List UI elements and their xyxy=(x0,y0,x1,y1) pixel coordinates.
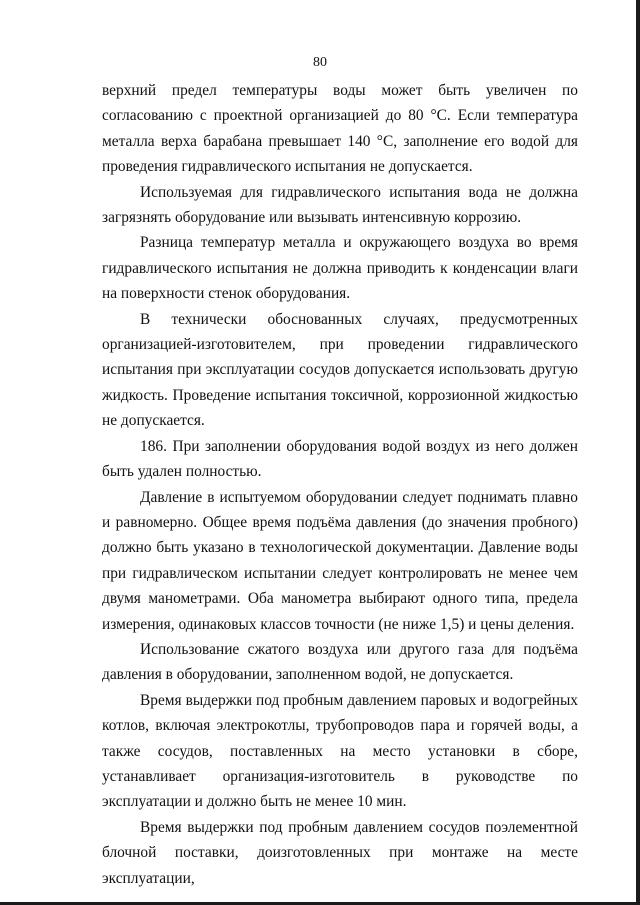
scan-edge-right xyxy=(636,0,640,905)
body-text xyxy=(102,78,578,891)
page-number: 80 xyxy=(313,55,327,70)
paragraph-pressure-raise: Давление в испытуемом оборудовании следует поднимать плавно и равномерно. Общее время подъёма давления (до значения пробного) должно быть указано в технологической документации. Давление воды при гидравлическом испытании следует контролировать не менее чем двумя манометрами. Оба манометра выбирают одного типа, предела измерения, одинаковых классов точности (не ниже 1,5) и цены деления. xyxy=(102,488,578,633)
paragraph-water-quality: Используемая для гидравлического испытания вода не должна загрязнять оборудование или вызывать интенсивную коррозию. xyxy=(102,183,578,227)
paragraph-compressed-air: Использование сжатого воздуха или другого газа для подъёма давления в оборудовании, заполненном водой, не допускается. xyxy=(102,640,578,684)
paragraph-hold-time-boilers: Время выдержки под пробным давлением паровых и водогрейных котлов, включая электрокотлы, трубопроводов пара и горячей воды, а также сосудов, поставленных на место установки в сборе, устанавливает организация-изготовитель в руководстве по эксплуатации и должно быть не менее 10 мин. xyxy=(102,691,578,811)
paragraph-other-liquid: В технически обоснованных случаях, предусмотренных организацией-изготовителем, при проведении гидравлического испытания при эксплуатации сосудов допускается использовать другую жидкость. Проведение испытания токсичной, коррозионной жидкостью не допускается. xyxy=(102,310,578,430)
paragraph-temperature-difference: Разница температур металла и окружающего воздуха во время гидравлического испытания не должна приводить к конденсации влаги на поверхности стенок оборудования. xyxy=(102,234,578,303)
paragraph-hold-time-vessels: Время выдержки под пробным давлением сосудов поэлементной блочной поставки, доизготовленных при монтаже на месте эксплуатации, xyxy=(102,818,578,887)
paragraph-186: 186. При заполнении оборудования водой воздух из него должен быть удален полностью. xyxy=(102,437,578,481)
paragraph-continuation: верхний предел температуры воды может быть увеличен по согласованию с проектной организацией до 80 °С. Если температура металла верха барабана превышает 140 °С, заполнение его водой для проведения гидравлического испытания не допускается. xyxy=(102,82,578,176)
